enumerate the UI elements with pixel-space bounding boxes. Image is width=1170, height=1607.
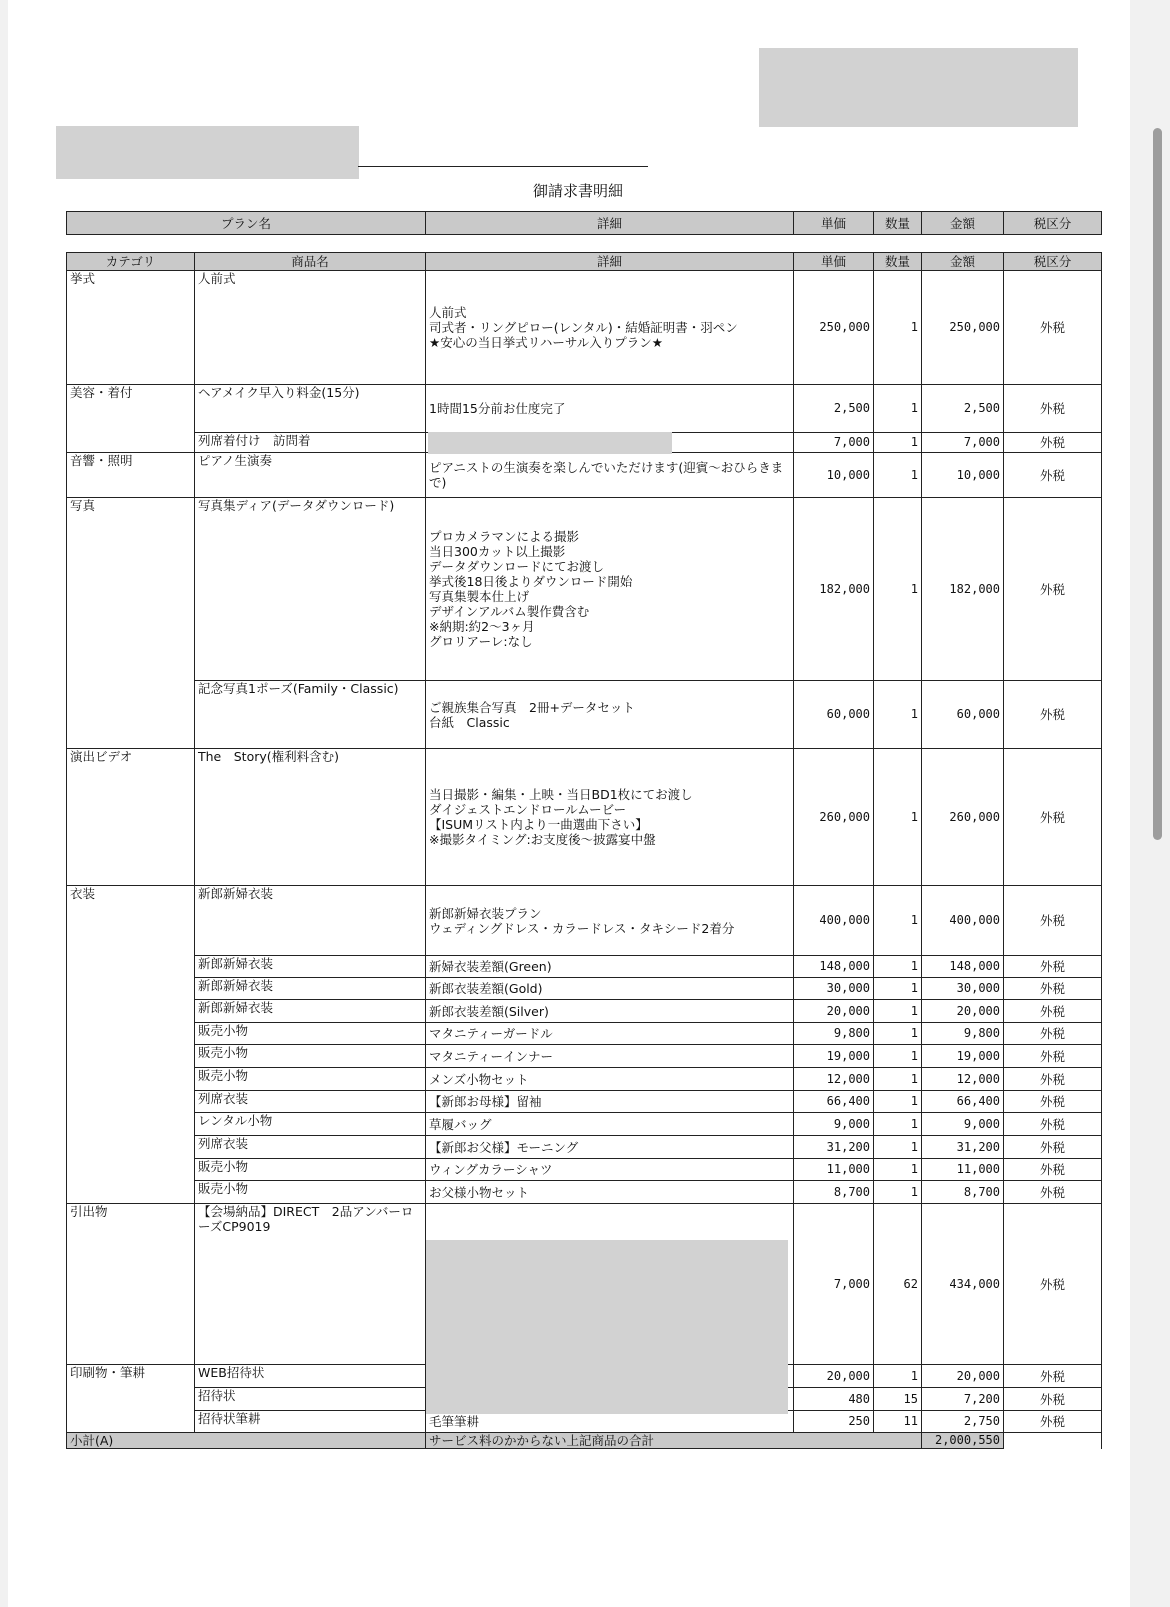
unit-price-cell: 9,000 (794, 1113, 874, 1136)
redacted-detail (428, 432, 672, 454)
unit-price-cell: 260,000 (794, 749, 874, 886)
redacted-block (56, 126, 359, 179)
category-cell: 挙式 (67, 271, 195, 385)
qty-cell: 1 (874, 498, 922, 681)
table-row (67, 271, 1102, 385)
item-name-header: 商品名 (195, 253, 426, 271)
unit-price-cell: 8,700 (794, 1181, 874, 1204)
item-name-cell: 記念写真1ポーズ(Family・Classic) (195, 681, 426, 749)
qty-cell: 15 (874, 1388, 922, 1411)
qty-cell: 1 (874, 385, 922, 433)
table-row (67, 681, 1102, 749)
subtotal-amount: 2,000,550 (922, 1433, 1004, 1449)
category-cell: 写真 (67, 498, 195, 681)
detail-cell: 草履バッグ (426, 1113, 794, 1136)
unit-price-cell: 9,800 (794, 1023, 874, 1045)
amount-cell: 250,000 (922, 271, 1004, 385)
category-cell (67, 1113, 195, 1136)
item-name-cell: ピアノ生演奏 (195, 453, 426, 498)
tax-header: 税区分 (1004, 212, 1102, 235)
unit-price-cell: 31,200 (794, 1136, 874, 1159)
qty-cell: 1 (874, 1136, 922, 1159)
table-row (67, 1023, 1102, 1045)
tax-cell: 外税 (1004, 1023, 1102, 1045)
unit-price-cell: 250,000 (794, 271, 874, 385)
item-name-cell: 写真集ディア(データダウンロード) (195, 498, 426, 681)
tax-cell: 外税 (1004, 681, 1102, 749)
tax-cell: 外税 (1004, 271, 1102, 385)
detail-header: 詳細 (426, 253, 794, 271)
qty-cell: 1 (874, 1000, 922, 1023)
amount-cell: 19,000 (922, 1045, 1004, 1068)
item-name-cell: レンタル小物 (195, 1113, 426, 1136)
amount-cell: 7,000 (922, 433, 1004, 453)
qty-cell: 1 (874, 1365, 922, 1388)
unit-price-cell: 182,000 (794, 498, 874, 681)
detail-cell: 新郎新婦衣装プラン ウェディングドレス・カラードレス・タキシード2着分 (426, 886, 794, 956)
table-row (67, 1159, 1102, 1181)
item-name-cell: 列席着付け 訪問着 (195, 433, 426, 453)
amount-header: 金額 (922, 212, 1004, 235)
qty-cell: 1 (874, 271, 922, 385)
unit-price-cell: 30,000 (794, 978, 874, 1000)
unit-price-header: 単価 (794, 212, 874, 235)
unit-price-cell: 12,000 (794, 1068, 874, 1091)
item-name-cell: 招待状 (195, 1388, 426, 1411)
detail-cell: 人前式 司式者・リングピロー(レンタル)・結婚証明書・羽ペン ★安心の当日挙式リハーサル入りプラン★ (426, 271, 794, 385)
detail-cell: メンズ小物セット (426, 1068, 794, 1091)
amount-cell: 400,000 (922, 886, 1004, 956)
table-row (67, 1068, 1102, 1091)
qty-cell: 1 (874, 1068, 922, 1091)
item-name-cell: WEB招待状 (195, 1365, 426, 1388)
tax-cell: 外税 (1004, 385, 1102, 433)
item-name-cell: 販売小物 (195, 1068, 426, 1091)
item-name-cell: The Story(権利料含む) (195, 749, 426, 886)
category-cell (67, 1159, 195, 1181)
unit-price-cell: 7,000 (794, 433, 874, 453)
tax-cell: 外税 (1004, 978, 1102, 1000)
redacted-detail (426, 1240, 788, 1414)
amount-cell: 60,000 (922, 681, 1004, 749)
document-title: 御請求書明細 (533, 182, 624, 200)
detail-cell: ウィングカラーシャツ (426, 1159, 794, 1181)
qty-cell: 11 (874, 1411, 922, 1433)
amount-cell: 8,700 (922, 1181, 1004, 1204)
category-cell (67, 1388, 195, 1411)
detail-cell: 1時間15分前お仕度完了 (426, 385, 794, 433)
amount-cell: 31,200 (922, 1136, 1004, 1159)
category-cell (67, 1000, 195, 1023)
unit-price-cell: 10,000 (794, 453, 874, 498)
amount-cell: 20,000 (922, 1365, 1004, 1388)
table-row (67, 498, 1102, 681)
category-header: カテゴリ (67, 253, 195, 271)
amount-cell: 9,000 (922, 1113, 1004, 1136)
item-name-cell: 列席衣装 (195, 1136, 426, 1159)
table-row (67, 385, 1102, 433)
subtotal-detail: サービス料のかからない上記商品の合計 (426, 1433, 922, 1449)
detail-cell: 新婦衣装差額(Green) (426, 956, 794, 978)
tax-cell: 外税 (1004, 1136, 1102, 1159)
unit-price-cell: 66,400 (794, 1091, 874, 1113)
item-name-cell: 新郎新婦衣装 (195, 886, 426, 956)
table-row (67, 453, 1102, 498)
signature-line (358, 166, 648, 167)
category-cell: 美容・着付 (67, 385, 195, 433)
item-name-cell: ヘアメイク早入り料金(15分) (195, 385, 426, 433)
detail-cell: 当日撮影・編集・上映・当日BD1枚にてお渡し ダイジェストエンドロールムービー 【ISUMリスト内より一曲選曲下さい】 ※撮影タイミング:お支度後～披露宴中盤 (426, 749, 794, 886)
detail-cell: プロカメラマンによる撮影 当日300カット以上撮影 データダウンロードにてお渡し 挙式後18日後よりダウンロード開始 写真集製本仕上げ デザインアルバム製作費含む ※納期:約2～3ヶ月 グロリアーレ:なし (426, 498, 794, 681)
category-cell: 衣装 (67, 886, 195, 956)
unit-price-cell: 2,500 (794, 385, 874, 433)
unit-price-cell: 20,000 (794, 1000, 874, 1023)
amount-header: 金額 (922, 253, 1004, 271)
amount-cell: 2,500 (922, 385, 1004, 433)
qty-cell: 1 (874, 1023, 922, 1045)
amount-cell: 7,200 (922, 1388, 1004, 1411)
category-cell: 引出物 (67, 1204, 195, 1365)
detail-cell: ピアニストの生演奏を楽しんでいただけます(迎賓～おひらきまで) (426, 453, 794, 498)
item-name-cell: 新郎新婦衣装 (195, 1000, 426, 1023)
amount-cell: 12,000 (922, 1068, 1004, 1091)
amount-cell: 11,000 (922, 1159, 1004, 1181)
tax-cell: 外税 (1004, 1045, 1102, 1068)
amount-cell: 260,000 (922, 749, 1004, 886)
detail-cell: マタニティーガードル (426, 1023, 794, 1045)
category-cell (67, 956, 195, 978)
category-cell (67, 681, 195, 749)
category-cell (67, 1411, 195, 1433)
detail-cell: 毛筆筆耕 (426, 1411, 794, 1433)
redacted-block (759, 48, 1078, 127)
table-row (67, 1045, 1102, 1068)
qty-cell: 62 (874, 1204, 922, 1365)
item-name-cell: 【会場納品】DIRECT 2品アンバーローズCP9019 (195, 1204, 426, 1365)
tax-cell: 外税 (1004, 956, 1102, 978)
detail-cell: マタニティーインナー (426, 1045, 794, 1068)
category-cell: 演出ビデオ (67, 749, 195, 886)
amount-cell: 20,000 (922, 1000, 1004, 1023)
unit-price-cell: 20,000 (794, 1365, 874, 1388)
item-name-cell: 販売小物 (195, 1023, 426, 1045)
category-cell (67, 1091, 195, 1113)
table-row (67, 1091, 1102, 1113)
category-cell (67, 978, 195, 1000)
amount-cell: 10,000 (922, 453, 1004, 498)
qty-header: 数量 (874, 212, 922, 235)
qty-cell: 1 (874, 1181, 922, 1204)
tax-cell: 外税 (1004, 1365, 1102, 1388)
plan-header-table (66, 211, 1102, 235)
tax-cell: 外税 (1004, 1204, 1102, 1365)
qty-cell: 1 (874, 1113, 922, 1136)
detail-cell: お父様小物セット (426, 1181, 794, 1204)
unit-price-header: 単価 (794, 253, 874, 271)
qty-cell: 1 (874, 453, 922, 498)
table-row (67, 886, 1102, 956)
item-name-cell: 人前式 (195, 271, 426, 385)
tax-cell: 外税 (1004, 1388, 1102, 1411)
qty-cell: 1 (874, 886, 922, 956)
unit-price-cell: 250 (794, 1411, 874, 1433)
table-row (67, 1113, 1102, 1136)
item-name-cell: 販売小物 (195, 1159, 426, 1181)
qty-cell: 1 (874, 956, 922, 978)
subtotal-row (67, 1433, 1102, 1449)
qty-cell: 1 (874, 749, 922, 886)
subtotal-label: 小計(A) (67, 1433, 426, 1449)
unit-price-cell: 60,000 (794, 681, 874, 749)
qty-cell: 1 (874, 978, 922, 1000)
tax-cell: 外税 (1004, 453, 1102, 498)
tax-cell: 外税 (1004, 1068, 1102, 1091)
category-cell (67, 433, 195, 453)
tax-cell: 外税 (1004, 1000, 1102, 1023)
tax-cell: 外税 (1004, 433, 1102, 453)
tax-header: 税区分 (1004, 253, 1102, 271)
item-name-cell: 新郎新婦衣装 (195, 956, 426, 978)
detail-header: 詳細 (426, 212, 794, 235)
amount-cell: 2,750 (922, 1411, 1004, 1433)
subtotal-tax (1004, 1433, 1102, 1449)
tax-cell: 外税 (1004, 1159, 1102, 1181)
qty-cell: 1 (874, 1091, 922, 1113)
table-row (67, 1000, 1102, 1023)
tax-cell: 外税 (1004, 749, 1102, 886)
amount-cell: 182,000 (922, 498, 1004, 681)
tax-cell: 外税 (1004, 1113, 1102, 1136)
detail-cell: 新郎衣装差額(Gold) (426, 978, 794, 1000)
category-cell: 印刷物・筆耕 (67, 1365, 195, 1388)
scrollbar-thumb[interactable] (1153, 128, 1162, 840)
item-name-cell: 新郎新婦衣装 (195, 978, 426, 1000)
tax-cell: 外税 (1004, 886, 1102, 956)
unit-price-cell: 19,000 (794, 1045, 874, 1068)
unit-price-cell: 148,000 (794, 956, 874, 978)
item-name-cell: 列席衣装 (195, 1091, 426, 1113)
qty-cell: 1 (874, 1159, 922, 1181)
tax-cell: 外税 (1004, 498, 1102, 681)
plan-name-header: プラン名 (67, 212, 426, 235)
amount-cell: 9,800 (922, 1023, 1004, 1045)
unit-price-cell: 11,000 (794, 1159, 874, 1181)
qty-cell: 1 (874, 1045, 922, 1068)
item-name-cell: 販売小物 (195, 1181, 426, 1204)
qty-header: 数量 (874, 253, 922, 271)
tax-cell: 外税 (1004, 1091, 1102, 1113)
item-name-cell: 販売小物 (195, 1045, 426, 1068)
category-cell (67, 1136, 195, 1159)
tax-cell: 外税 (1004, 1411, 1102, 1433)
table-row (67, 749, 1102, 886)
category-cell: 音響・照明 (67, 453, 195, 498)
category-cell (67, 1181, 195, 1204)
table-row (67, 1136, 1102, 1159)
unit-price-cell: 400,000 (794, 886, 874, 956)
unit-price-cell: 7,000 (794, 1204, 874, 1365)
item-name-cell: 招待状筆耕 (195, 1411, 426, 1433)
amount-cell: 148,000 (922, 956, 1004, 978)
amount-cell: 434,000 (922, 1204, 1004, 1365)
detail-cell: 新郎衣装差額(Silver) (426, 1000, 794, 1023)
qty-cell: 1 (874, 681, 922, 749)
tax-cell: 外税 (1004, 1181, 1102, 1204)
category-cell (67, 1068, 195, 1091)
table-row (67, 1181, 1102, 1204)
detail-cell: ご親族集合写真 2冊+データセット 台紙 Classic (426, 681, 794, 749)
table-row (67, 978, 1102, 1000)
unit-price-cell: 480 (794, 1388, 874, 1411)
amount-cell: 30,000 (922, 978, 1004, 1000)
table-row (67, 956, 1102, 978)
detail-cell: 【新郎お母様】留袖 (426, 1091, 794, 1113)
category-cell (67, 1045, 195, 1068)
detail-cell: 【新郎お父様】モーニング (426, 1136, 794, 1159)
amount-cell: 66,400 (922, 1091, 1004, 1113)
category-cell (67, 1023, 195, 1045)
qty-cell: 1 (874, 433, 922, 453)
